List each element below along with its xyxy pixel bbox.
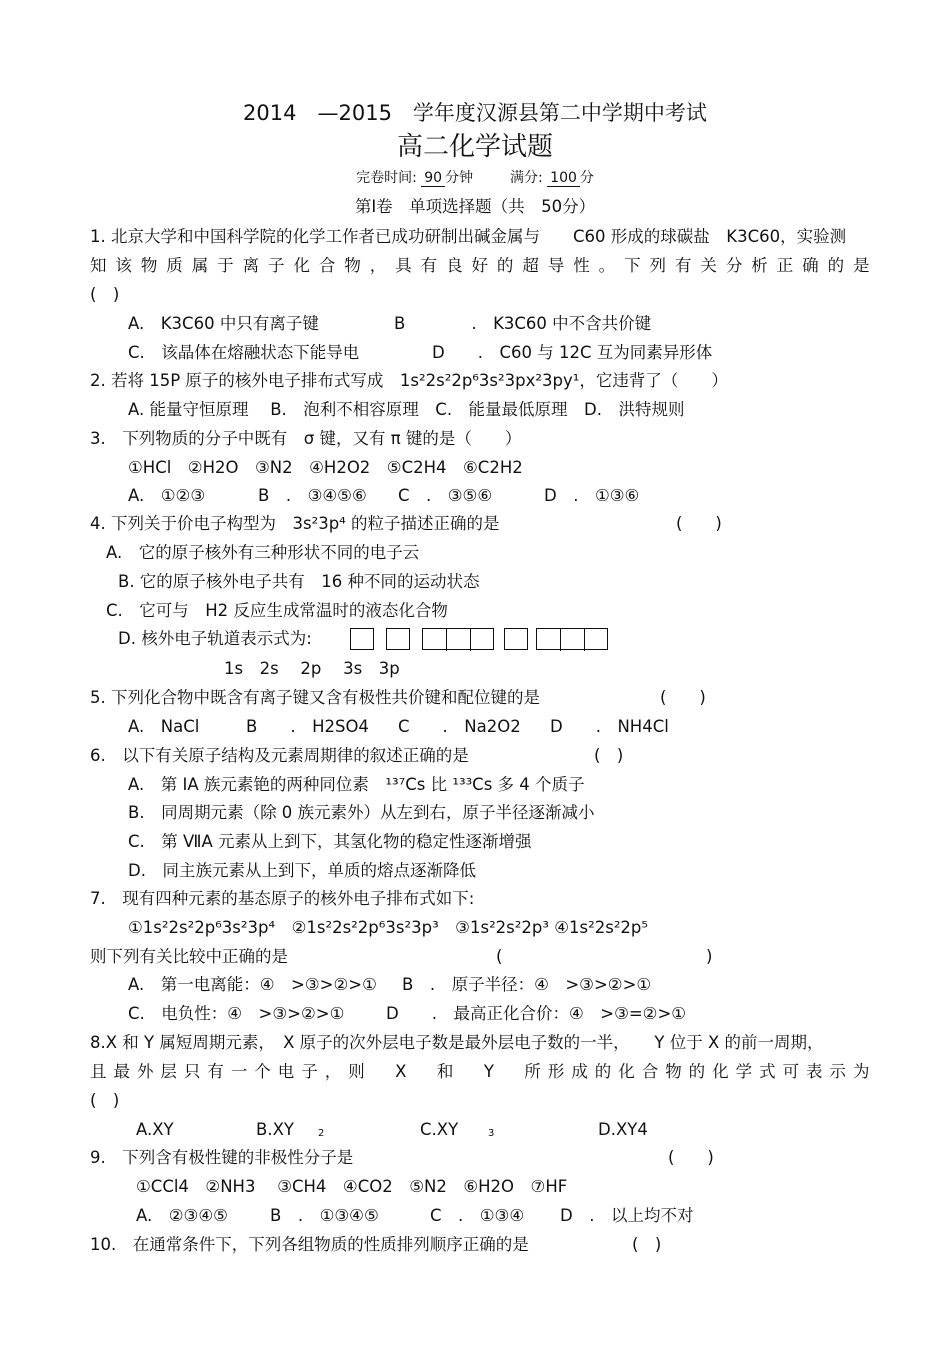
q1-line2: 知该物质属于离子化合物，具有良好的超导性。下列有关分析正确的是 [90, 256, 870, 275]
q6-paren: ( ) [594, 746, 624, 765]
orbital-box-1s [350, 628, 374, 650]
orbital-box-2p [422, 628, 494, 650]
q7-option-c: C. 电负性：④ >③>②>① [128, 1004, 345, 1023]
score-unit: 分 [579, 170, 594, 186]
time-label: 完卷时间: [356, 170, 417, 186]
q7-options-ab [0, 970, 950, 999]
q5-stem: 5. 下列化合物中既含有离子键又含有极性共价键和配位键的是 [90, 688, 540, 707]
q8-option-c-subscript: 3 [488, 1128, 495, 1139]
q6-option-a: A. 第 IA 族元素铯的两种同位素 ¹³⁷Cs 比 ¹³³Cs 多 4 个质子 [128, 775, 585, 794]
q5-option-b: B . H2SO4 [246, 717, 369, 736]
q3-option-b: B . ③④⑤⑥ [258, 486, 367, 505]
q8-line3: ( ) [90, 1091, 120, 1110]
time-value: 90 [421, 170, 445, 187]
q3-options [0, 481, 950, 510]
q9-option-c: C . ①③④ [430, 1206, 525, 1225]
q8-option-b-subscript: 2 [318, 1128, 325, 1139]
q6-option-c: C. 第 ⅦA 元素从上到下，其氢化物的稳定性逐渐增强 [128, 832, 532, 851]
q7-paren-right: ) [706, 947, 713, 966]
q1-option-a: A. K3C60 中只有离子键 [128, 314, 319, 333]
q3-items: ①HCl ②H2O ③N2 ④H2O2 ⑤C2H4 ⑥C2H2 [128, 458, 523, 477]
q7-configs: ①1s²2s²2p⁶3s²3p⁴ ②1s²2s²2p⁶3s²3p³ ③1s²2s²2p³ ④1s²2s²2p⁵ [128, 918, 649, 937]
q3-option-a: A. ①②③ [128, 486, 206, 505]
q2-options: A. 能量守恒原理 B. 泡利不相容原理 C. 能量最低原理 D. 洪特规则 [128, 400, 685, 419]
q1-option-d: D . C60 与 12C 互为同素异形体 [432, 343, 713, 362]
q7-option-a: A. 第一电离能：④ >③>②>① [128, 975, 377, 994]
q1-option-c: C. 该晶体在熔融状态下能导电 [128, 343, 360, 362]
q1-line3: ( ) [90, 285, 120, 304]
q7-question-row [0, 942, 950, 971]
q8-option-d: D.XY4 [598, 1120, 648, 1139]
q7-question: 则下列有关比较中正确的是 [90, 947, 288, 966]
q4-option-a: A. 它的原子核外有三种形状不同的电子云 [106, 543, 420, 562]
q9-options [0, 1201, 950, 1230]
q5-option-d: D . NH4Cl [550, 717, 669, 736]
score-label: 满分: [510, 170, 543, 186]
q2-stem: 2. 若将 15P 原子的核外电子排布式写成 1s²2s²2p⁶3s²3px²3py¹，它违背了（ ） [90, 371, 728, 390]
orbital-box-3p [536, 628, 608, 650]
exam-meta [0, 166, 950, 190]
q9-stem: 9. 下列含有极性键的非极性分子是 [90, 1148, 354, 1167]
q5-paren: ( ) [660, 688, 706, 707]
q1-line1: 1. 北京大学和中国科学院的化学工作者已成功研制出碱金属与 C60 形成的球碳盐 K3C60，实验测 [90, 227, 847, 246]
q4-option-c: C. 它可与 H2 反应生成常温时的液态化合物 [106, 601, 448, 620]
q7-stem: 7. 现有四种元素的基态原子的核外电子排布式如下: [90, 889, 475, 908]
q10-stem: 10. 在通常条件下，下列各组物质的性质排列顺序正确的是 [90, 1235, 529, 1254]
time-unit: 分钟 [445, 170, 474, 186]
orbital-box-3s [504, 628, 528, 650]
exam-subtitle: 高二化学试题 [396, 132, 553, 162]
q4-option-d: D. 核外电子轨道表示式为: [118, 629, 312, 648]
q8-options [0, 1115, 950, 1144]
q5-options [0, 712, 950, 741]
q4-paren: ( ) [676, 514, 722, 533]
q10-stem-row [0, 1230, 950, 1259]
q3-option-c: C . ③⑤⑥ [398, 486, 493, 505]
q6-option-d: D. 同主族元素从上到下，单质的熔点逐渐降低 [128, 861, 476, 880]
q7-option-b: B . 原子半径：④ >③>②>① [402, 975, 652, 994]
q4-stem: 4. 下列关于价电子构型为 3s²3p⁴ 的粒子描述正确的是 [90, 514, 500, 533]
q9-option-b: B . ①③④⑤ [270, 1206, 379, 1225]
q4-orbital-labels: 1s 2s 2p 3s 3p [224, 659, 400, 678]
q3-option-d: D . ①③⑥ [544, 486, 640, 505]
orbital-box-2s [386, 628, 410, 650]
q9-items: ①CCl4 ②NH3 ③CH4 ④CO2 ⑤N2 ⑥H2O ⑦HF [136, 1177, 568, 1196]
q4-stem-row [0, 509, 950, 538]
q8-option-a: A.XY [136, 1120, 174, 1139]
q5-option-a: A. NaCl [128, 717, 200, 736]
q9-option-a: A. ②③④⑤ [136, 1206, 228, 1225]
q6-stem: 6. 以下有关原子结构及元素周期律的叙述正确的是 [90, 746, 469, 765]
q8-line2: 且最外层只有一个电子，则 X 和 Y 所形成的化合物的化学式可表示为 [90, 1062, 870, 1081]
q5-stem-row [0, 683, 950, 712]
q9-option-d: D . 以上均不对 [560, 1206, 694, 1225]
q8-option-c: C.XY [420, 1120, 459, 1139]
q5-option-c: C . Na2O2 [398, 717, 521, 736]
exam-title: 2014 —2015 学年度汉源县第二中学期中考试 [243, 101, 707, 125]
q9-paren: ( ) [668, 1148, 714, 1167]
q1-options-ab [0, 309, 950, 338]
q4-option-b: B. 它的原子核外电子共有 16 种不同的运动状态 [118, 572, 480, 591]
q6-option-b: B. 同周期元素（除 0 族元素外）从左到右，原子半径逐渐减小 [128, 803, 595, 822]
q7-options-cd [0, 999, 950, 1028]
q7-paren-left: ( [496, 947, 503, 966]
q10-paren: ( ) [632, 1235, 662, 1254]
section-title: 第Ⅰ卷 单项选择题（共 50分） [354, 197, 596, 216]
q1-option-b: B . K3C60 中不含共价键 [394, 314, 652, 333]
q3-stem: 3. 下列物质的分子中既有 σ 键，又有 π 键的是（ ） [90, 429, 522, 448]
q1-options-cd [0, 338, 950, 367]
q8-option-b: B.XY [256, 1120, 294, 1139]
q6-stem-row [0, 741, 950, 770]
q7-option-d: D . 最高正化合价：④ >③=②>① [386, 1004, 687, 1023]
score-value: 100 [547, 170, 580, 187]
orbital-diagram [350, 628, 610, 652]
q9-stem-row [0, 1143, 950, 1172]
q8-line1: 8.X 和 Y 属短周期元素， X 原子的次外层电子数是最外层电子数的一半， Y 位于 X 的前一周期， [90, 1033, 824, 1052]
